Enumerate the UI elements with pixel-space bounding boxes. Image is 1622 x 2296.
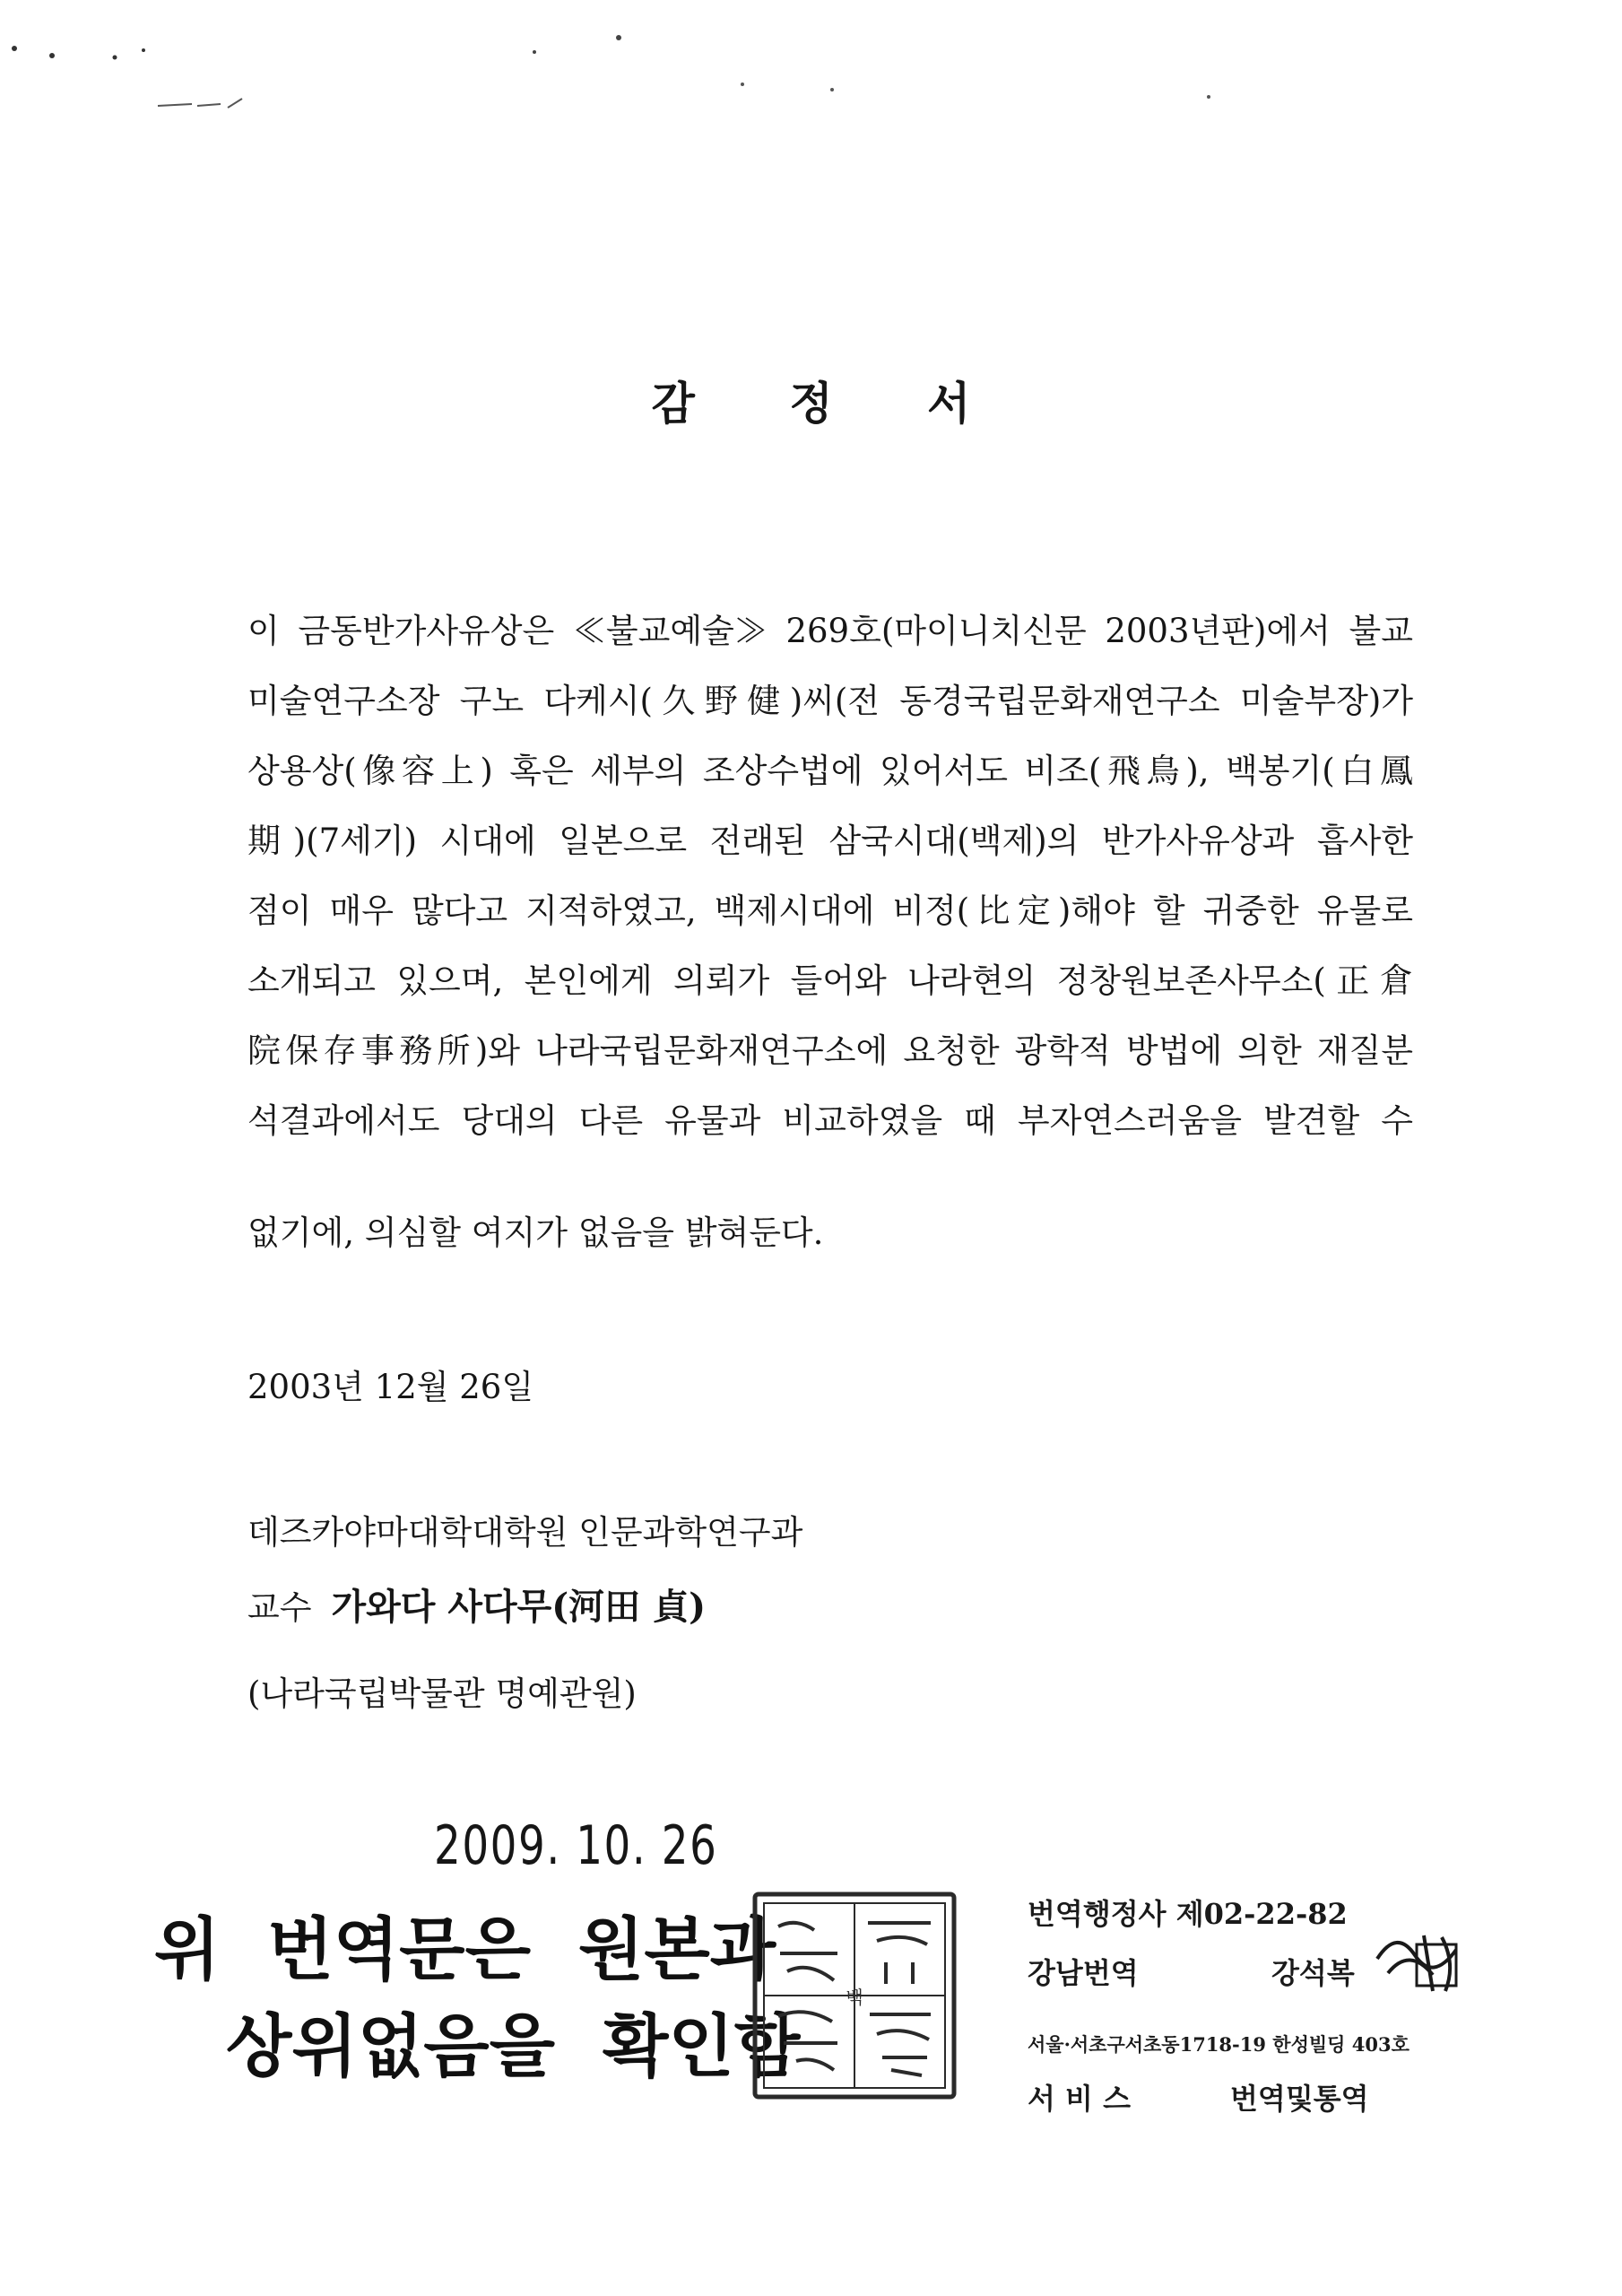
certification-stamp-date: 2009. 10. 26: [434, 1814, 718, 1877]
body-line: 이 금동반가사유상은 ≪불교예술≫ 269호(마이니치신문 2003년판)에서 불교: [247, 612, 1413, 650]
translator-service-type: 번역및통역: [1230, 2082, 1369, 2116]
scan-noise: [0, 0, 1622, 179]
translator-name: 강석복: [1271, 1956, 1355, 1990]
body-line: 점이 매우 많다고 지적하였고, 백제시대에 비정(比定)해야 할 귀중한 유물로: [247, 891, 1413, 930]
translator-address: 서울·서초구서초동1718-19 한성빌딩 403호: [1028, 2033, 1409, 2056]
signer-title: 교수: [247, 1588, 312, 1627]
signer-line: [247, 1581, 706, 1634]
translator-service-label: 서 비 스: [1028, 2082, 1132, 2116]
body-line: 院保存事務所)와 나라국립문화재연구소에 요청한 광학적 방법에 의한 재질분: [247, 1031, 1413, 1070]
body-line: 期)(7세기) 시대에 일본으로 전래된 삼국시대(백제)의 반가사유상과 흡사한: [247, 822, 1413, 860]
body-line: 소개되고 있으며, 본인에게 의뢰가 들어와 나라현의 정창원보존사무소(正倉: [247, 961, 1413, 1000]
translator-office: 강남번역: [1028, 1956, 1139, 1990]
translator-registration: 번역행정사 제02-22-82: [1028, 1897, 1348, 1931]
certification-line-2: 상위없음을 확인함: [226, 2006, 801, 2086]
certification-line-1: 위 번역문은 원본과: [154, 1909, 776, 1989]
body-line: 상용상(像容上) 혹은 세부의 조상수법에 있어서도 비조(飛鳥), 백봉기(白鳳: [247, 752, 1413, 790]
document-title: 감 정 서: [651, 377, 1010, 430]
signer-honorary-title: (나라국립박물관 명예관원): [247, 1674, 637, 1713]
seal-text: 백: [846, 1987, 863, 2008]
translator-signature: [1370, 1919, 1469, 2000]
body-line: 석결과에서도 당대의 다른 유물과 비교하였을 때 부자연스러움을 발견할 수: [247, 1101, 1413, 1140]
signer-affiliation: 데즈카야마대학대학원 인문과학연구과: [247, 1513, 803, 1552]
document-date: 2003년 12월 26일: [247, 1368, 534, 1406]
body-line: 미술연구소장 구노 다케시(久野健)씨(전 동경국립문화재연구소 미술부장)가: [247, 682, 1413, 720]
translator-seal: [751, 1891, 958, 2100]
body-line: 없기에, 의심할 여지가 없음을 밝혀둔다.: [247, 1213, 824, 1252]
signer-name: 가와다 사다무(河田 貞): [331, 1586, 707, 1628]
